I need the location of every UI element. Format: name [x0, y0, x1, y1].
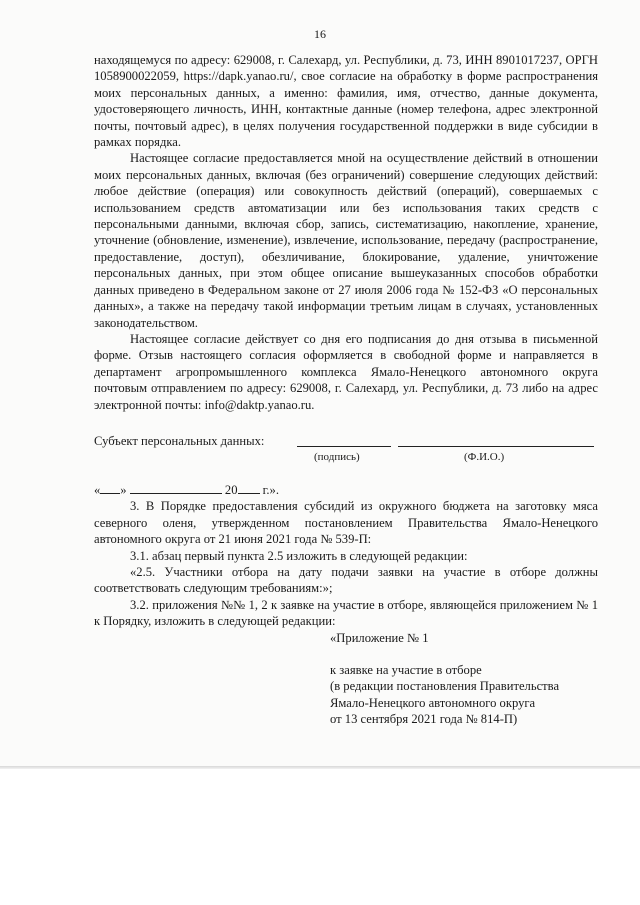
signature-block: [94, 433, 598, 469]
signature-label: Субъект персональных данных:: [94, 433, 265, 448]
month-blank: [130, 481, 222, 494]
appendix-header: [330, 630, 598, 728]
scan-edge: [0, 766, 640, 769]
section-3-1: 3.1. абзац первый пункта 2.5 изложить в следующей редакции:: [130, 548, 468, 563]
day-blank: [100, 481, 120, 494]
section-3: 3. В Порядке предоставления субсидий из окружного бюджета на заготовку мяса северного оленя, утвержденном постановлением Правительства Ямало-Ненецкого автономного округа от 21 июня 2021 года № 539-П:: [94, 499, 598, 547]
name-caption: (Ф.И.О.): [464, 450, 505, 463]
date-open-quote: «: [94, 482, 101, 497]
paragraph-consent-actions: Настоящее согласие предоставляется мной на осуществление действий в отношении моих персональных данных, включая (без ограничений) совершение следующих действий: любое действие (операция) или совокупность действий (операций), совершаемых с использованием средств автоматизации или без использования таких средств с персональными данными, включая сбор, запись, систематизацию, накопление, хранение, уточнение (обновление, изменение), извлечение, использование, передачу (распространение, предоставление, доступ), обезличивание, блокирование, удаление, уничтожение персональных данных, при этом общее описание вышеуказанных способов обработки данных приведено в Федеральном законе от 27 июля 2006 года № 152-ФЗ «О персональных данных», а также на передачу такой информации третьим лицам в случаях, установленных законодательством.: [94, 151, 598, 330]
signature-line: [297, 446, 391, 447]
document-body: [94, 52, 598, 728]
section-3-1-quote: «2.5. Участники отбора на дату подачи заявки на участие в отборе должны соответствовать следующим требованиям:»;: [94, 564, 598, 596]
paragraph-consent-address: находящемуся по адресу: 629008, г. Салехард, ул. Республики, д. 73, ИНН 8901017237, ОРГН 1058900022059, https://dapk.yanao.ru/, свое согласие на обработку в форме распространения моих персональных данных, а именно: фамилия, имя, отчество, данные документа, удостоверяющего личность, ИНН, контактные данные (номер телефона, адрес электронной почты, почтовый адрес), в целях получения государственной поддержки в виде субсидии в рамках порядка.: [94, 53, 598, 150]
year-suffix: г.».: [262, 482, 279, 497]
year-blank: [238, 481, 260, 494]
paragraph-consent-validity: Настоящее согласие действует со дня его подписания до дня отзыва в письменной форме. Отзыв настоящего согласия оформляется в свободной форме и направляется в департамент агропромышленного комплекса Ямало-Ненецкого автономного округа почтовым отправлением по адресу: 629008, г. Салехард, ул. Республики, д. 73 либо на адрес электронной почты: info@daktp.yanao.ru.: [94, 331, 598, 412]
appendix-line-1: к заявке на участие в отборе: [330, 663, 482, 677]
appendix-gap: [330, 646, 598, 662]
name-line: [398, 446, 594, 447]
signature-caption: (подпись): [314, 450, 360, 463]
date-line: [94, 481, 598, 498]
appendix-line-2: (в редакции постановления Правительства: [330, 679, 560, 694]
appendix-title: «Приложение № 1: [330, 630, 429, 645]
section-3-2: 3.2. приложения №№ 1, 2 к заявке на участие в отборе, являющейся приложением № 1 к Порядку, изложить в следующей редакции:: [94, 597, 598, 629]
page-number: 16: [314, 27, 326, 41]
year-prefix: 20: [224, 482, 238, 497]
appendix-line-3: Ямало-Ненецкого автономного округа: [330, 695, 536, 710]
appendix-line-4: от 13 сентября 2021 года № 814-П): [330, 712, 518, 727]
date-close-quote: »: [120, 482, 127, 497]
